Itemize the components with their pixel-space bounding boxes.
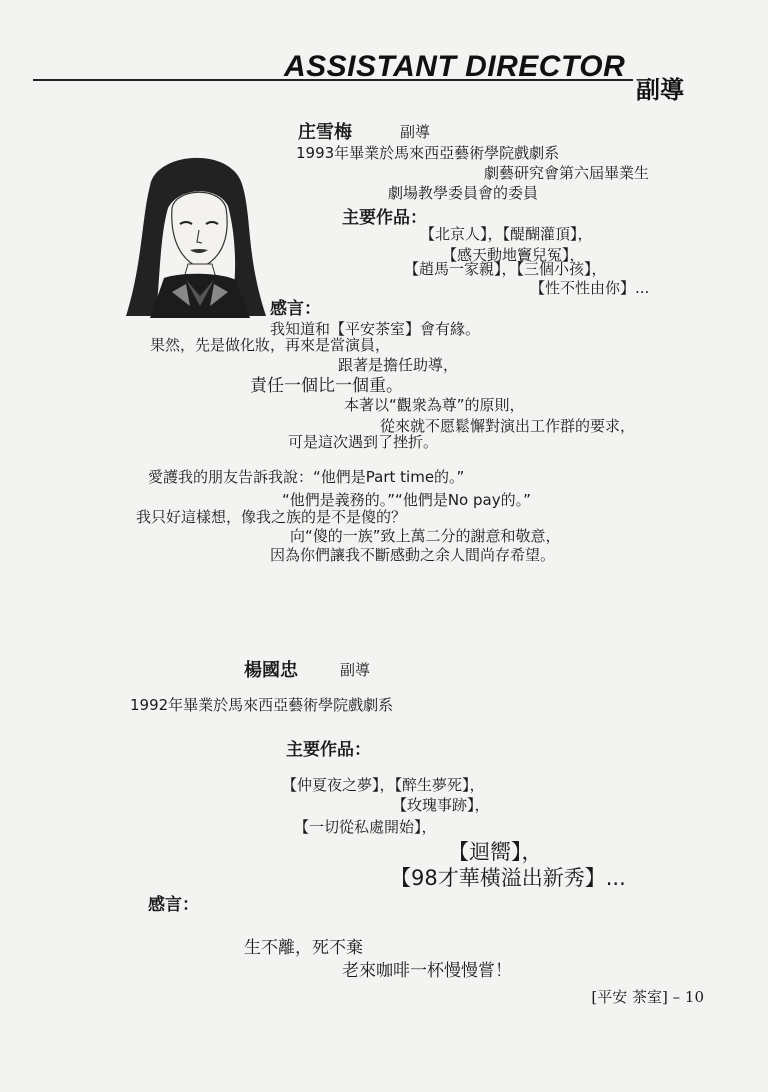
person1-remark-4: 責任一個比一個重。 bbox=[250, 376, 403, 396]
person1-remarks-heading: 感言： bbox=[270, 299, 321, 319]
person1-remark-7: 可是這次遇到了挫折。 bbox=[288, 433, 439, 451]
person2-work-line-2: 【玫瑰事跡】， bbox=[392, 796, 490, 814]
portrait-image bbox=[120, 146, 272, 318]
person1-remark-12: 因為你們讓我不斷感動之余人間尚存希望。 bbox=[270, 546, 556, 564]
person1-works-heading: 主要作品： bbox=[342, 208, 427, 228]
person1-name: 庄雪梅 bbox=[298, 122, 352, 143]
person1-remark-6: 從來就不愿鬆懈對演出工作群的要求， bbox=[380, 417, 636, 435]
person2-remarks-heading: 感言： bbox=[148, 895, 199, 915]
page-footer: [平安 茶室] – 10 bbox=[591, 988, 704, 1006]
person1-remark-11: 向“傻的一族”致上萬二分的謝意和敬意， bbox=[290, 527, 561, 545]
person2-remark-2: 老來咖啡一杯慢慢嘗！ bbox=[342, 961, 512, 981]
person2-work-line-5: 【98才華橫溢出新秀】... bbox=[390, 866, 626, 890]
person2-work-line-1: 【仲夏夜之夢】，【醉生夢死】， bbox=[282, 776, 485, 794]
person1-remark-3: 跟著是擔任助導， bbox=[338, 356, 459, 374]
person1-remark-2: 果然，先是做化妝，再來是當演員， bbox=[150, 336, 391, 354]
person1-bio-line-1: 1993年畢業於馬來西亞藝術學院戲劇系 bbox=[296, 144, 560, 162]
person1-work-line-1: 【北京人】，【醍醐灌頂】， bbox=[420, 225, 593, 243]
person1-remark-9: “他們是義務的。”“他們是No pay的。” bbox=[282, 491, 531, 509]
person1-bio-line-2: 劇藝研究會第六屆畢業生 bbox=[484, 164, 650, 182]
person1-work-line-4: 【性不性由你】... bbox=[530, 279, 650, 297]
person1-remark-5: 本著以“觀衆為尊”的原則， bbox=[344, 396, 525, 414]
person1-role: 副導 bbox=[400, 123, 431, 141]
person2-remark-1: 生不離，死不棄 bbox=[244, 938, 363, 958]
person1-remark-1: 我知道和【平安茶室】會有緣。 bbox=[270, 320, 481, 338]
section-title-cn: 副導 bbox=[636, 75, 684, 104]
person2-role: 副導 bbox=[340, 661, 371, 679]
person2-bio: 1992年畢業於馬來西亞藝術學院戲劇系 bbox=[130, 696, 394, 714]
person2-name: 楊國忠 bbox=[244, 660, 298, 681]
header-rule bbox=[33, 79, 633, 81]
person2-work-line-4: 【迴嚮】， bbox=[448, 840, 543, 864]
person2-works-heading: 主要作品： bbox=[286, 740, 371, 760]
person2-work-line-3: 【一切從私處開始】， bbox=[294, 818, 437, 836]
person1-work-line-2: 【感天動地竇兒冤】， bbox=[442, 246, 585, 264]
person1-work-line-3: 【趙馬一家親】，【三個小孩】， bbox=[404, 260, 607, 278]
person1-remark-10: 我只好這樣想，像我之族的是不是傻的？ bbox=[136, 508, 407, 526]
person1-bio-line-3: 劇場教學委員會的委員 bbox=[388, 184, 539, 202]
section-title: ASSISTANT DIRECTOR bbox=[284, 50, 626, 83]
person1-remark-8: 愛護我的朋友告訴我說：“他們是Part time的。” bbox=[148, 468, 465, 486]
